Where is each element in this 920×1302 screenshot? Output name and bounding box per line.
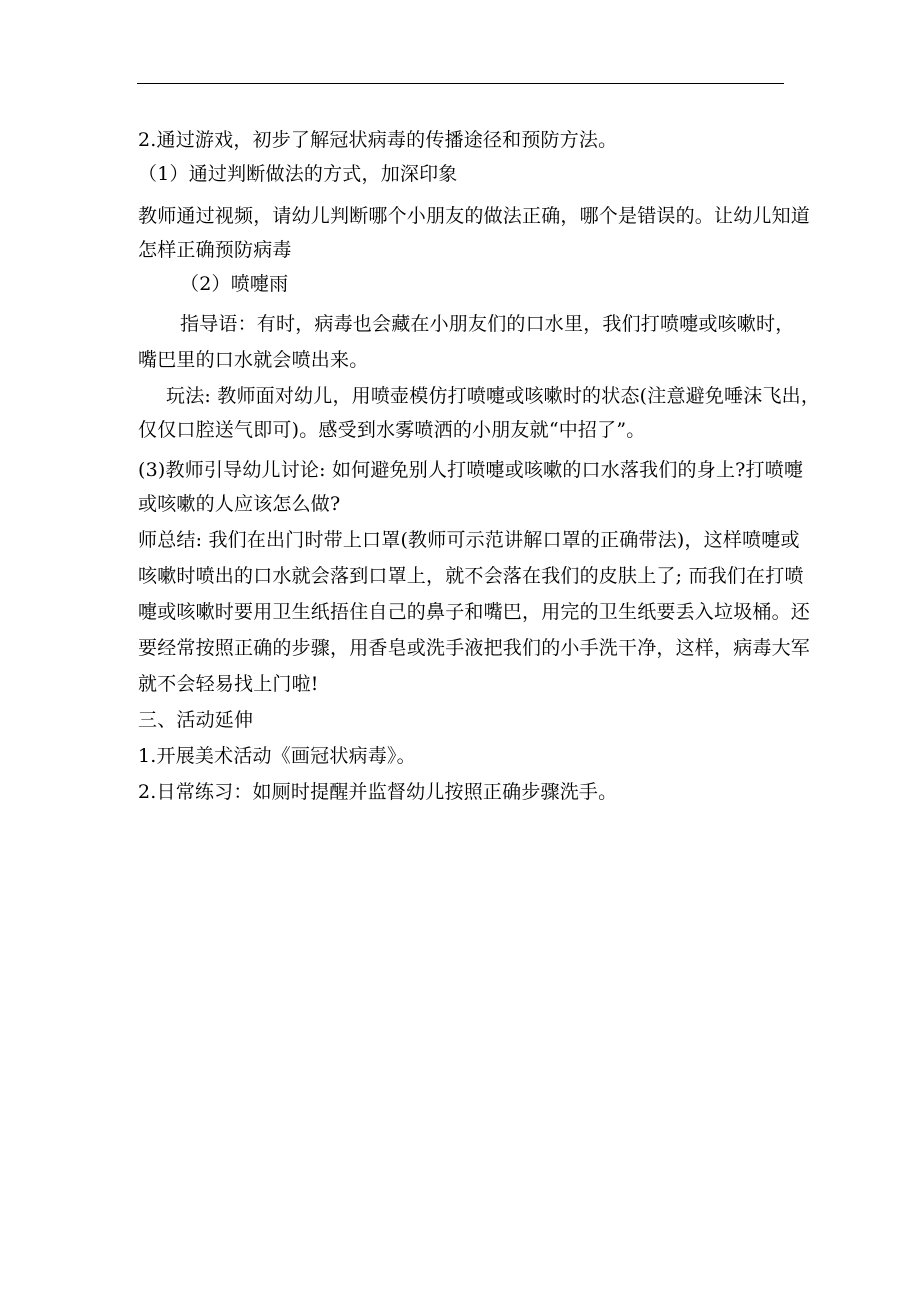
paragraph-line: 教师通过视频，请幼儿判断哪个小朋友的做法正确，哪个是错误的。让幼儿知道 — [138, 205, 811, 227]
list-item: 2.日常练习：如厕时提醒并监督幼儿按照正确步骤洗手。 — [138, 781, 618, 803]
paragraph-line: (3)教师引导幼儿讨论: 如何避免别人打喷嚏或咳嗽的口水落我们的身上?打喷嚏 — [138, 459, 804, 481]
paragraph-line: 要经常按照正确的步骤，用香皂或洗手液把我们的小手洗干净，这样，病毒大军 — [138, 637, 811, 659]
paragraph-line: 嚏或咳嗽时要用卫生纸捂住自己的鼻子和嘴巴，用完的卫生纸要丢入垃圾桶。还 — [138, 601, 811, 623]
list-item: 1.开展美术活动《画冠状病毒》。 — [138, 745, 416, 767]
paragraph-line: 嘴巴里的口水就会喷出来。 — [138, 349, 369, 371]
paragraph-line: 或咳嗽的人应该怎么做? — [138, 493, 341, 515]
paragraph-line: 怎样正确预防病毒 — [138, 239, 292, 261]
header-rule — [137, 83, 784, 84]
paragraph-line: 就不会轻易找上门啦! — [138, 673, 319, 695]
section-heading-2: 2.通过游戏，初步了解冠状病毒的传播途径和预防方法。 — [138, 129, 618, 151]
subsection-heading-2: （2）喷嚏雨 — [180, 273, 289, 295]
subsection-heading-1: （1）通过判断做法的方式，加深印象 — [138, 163, 458, 185]
paragraph-line: 玩法: 教师面对幼儿，用喷壶模仿打喷嚏或咳嗽时的状态(注意避免唾沫飞出， — [166, 385, 821, 407]
section-heading-3: 三、活动延伸 — [138, 709, 254, 731]
paragraph-line: 仅仅口腔送气即可)。感受到水雾喷洒的小朋友就“中招了”。 — [138, 419, 646, 441]
paragraph-line: 师总结: 我们在出门时带上口罩(教师可示范讲解口罩的正确带法)，这样喷嚏或 — [138, 529, 800, 551]
paragraph-line: 咳嗽时喷出的口水就会落到口罩上，就不会落在我们的皮肤上了; 而我们在打喷 — [138, 565, 804, 587]
paragraph-line: 指导语：有时，病毒也会藏在小朋友们的口水里，我们打喷嚏或咳嗽时， — [180, 313, 795, 335]
